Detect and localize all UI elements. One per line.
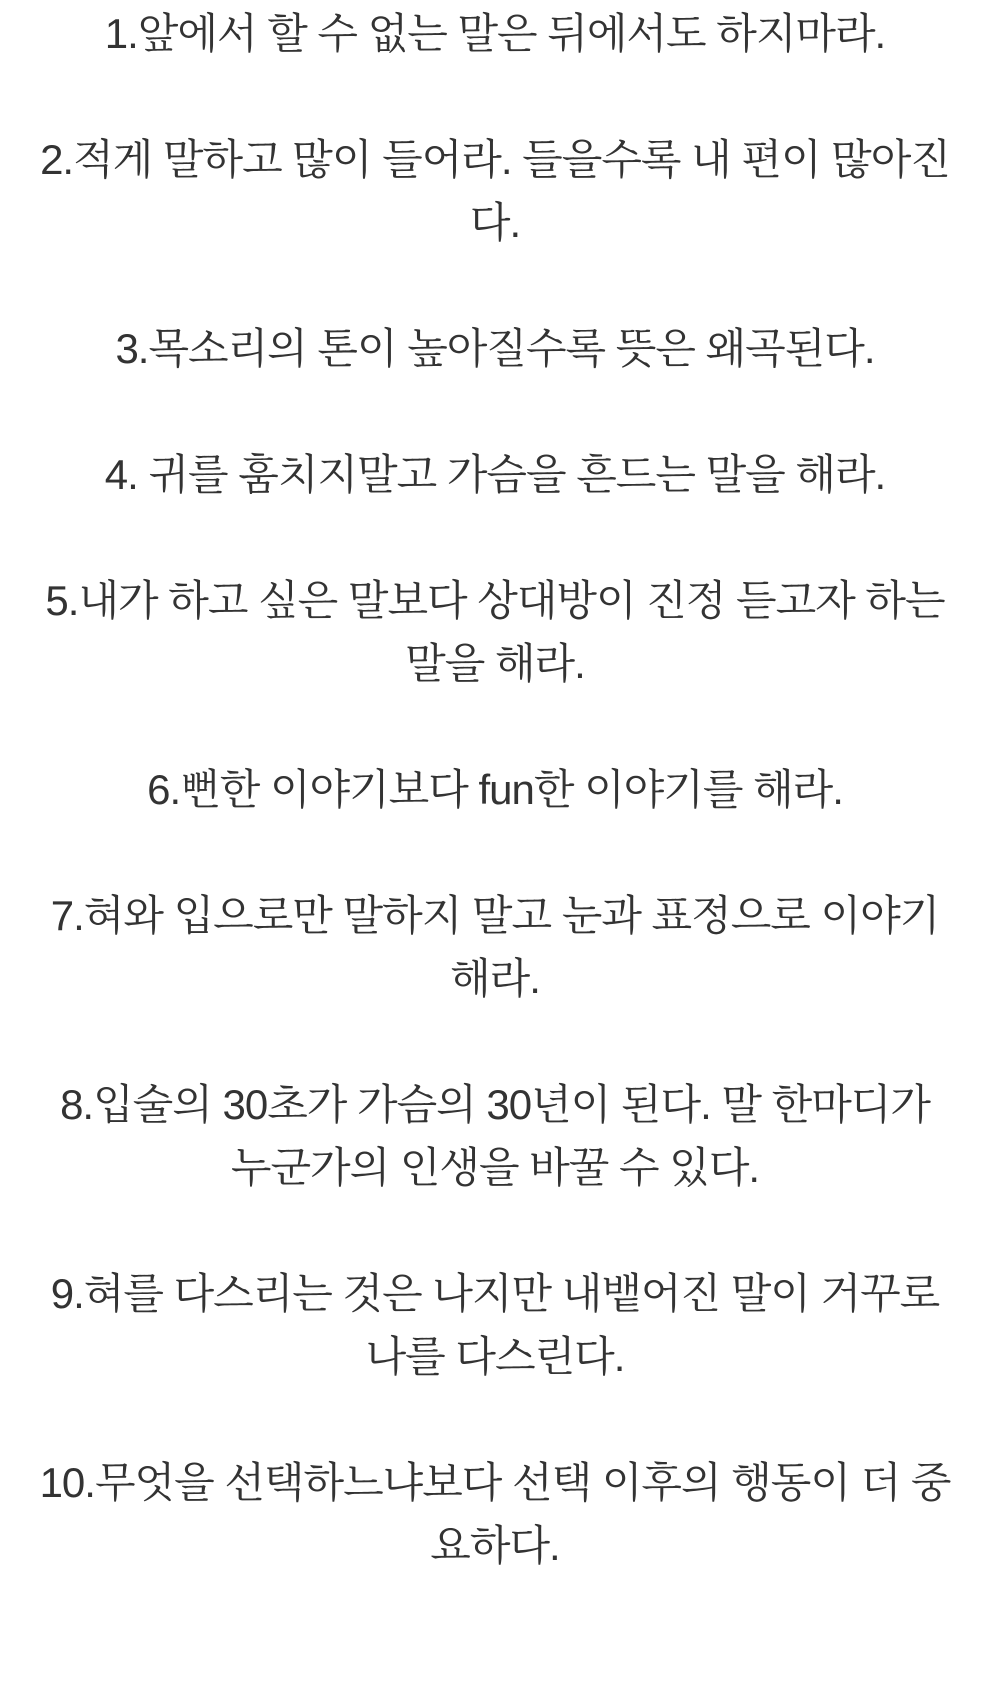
list-item-line: 2.적게 말하고 많이 들어라. 들을수록 내 편이 많아진 [40,136,950,183]
list-item-line: 1.앞에서 할 수 없는 말은 뒤에서도 하지마라. [104,10,886,57]
list-item-line: 4. 귀를 훔치지말고 가슴을 흔드는 말을 해라. [104,451,886,498]
list-item-line: 3.목소리의 톤이 높아질수록 뜻은 왜곡된다. [115,325,875,372]
list-item-10 [8,1451,982,1577]
list-item-1 [8,2,982,65]
list-item-line: 9.혀를 다스리는 것은 나지만 내뱉어진 말이 거꾸로 [50,1270,940,1317]
list-item-5 [8,569,982,695]
list-item-8 [8,1073,982,1199]
list-item-line: 나를 다스린다. [365,1333,625,1380]
list-item-line: 5.내가 하고 싶은 말보다 상대방이 진정 듣고자 하는 [45,577,945,624]
list-item-line: 다. [469,199,521,246]
list-item-4 [8,443,982,506]
list-item-line: 말을 해라. [405,640,585,687]
list-item-6 [8,758,982,821]
list-item-9 [8,1262,982,1388]
list-item-line: 누군가의 인생을 바꿀 수 있다. [230,1144,760,1191]
list-item-line: 요하다. [430,1522,560,1569]
list-item-line: 6.뻔한 이야기보다 fun한 이야기를 해라. [147,766,843,813]
list-item-3 [8,317,982,380]
list-item-line: 8.입술의 30초가 가슴의 30년이 된다. 말 한마디가 [60,1081,930,1128]
list-item-line: 7.혀와 입으로만 말하지 말고 눈과 표정으로 이야기 [50,892,940,939]
list-item-line: 10.무엇을 선택하느냐보다 선택 이후의 행동이 더 중 [39,1459,951,1506]
list-item-2 [8,128,982,254]
list-item-7 [8,884,982,1010]
list-item-line: 해라. [450,955,540,1002]
